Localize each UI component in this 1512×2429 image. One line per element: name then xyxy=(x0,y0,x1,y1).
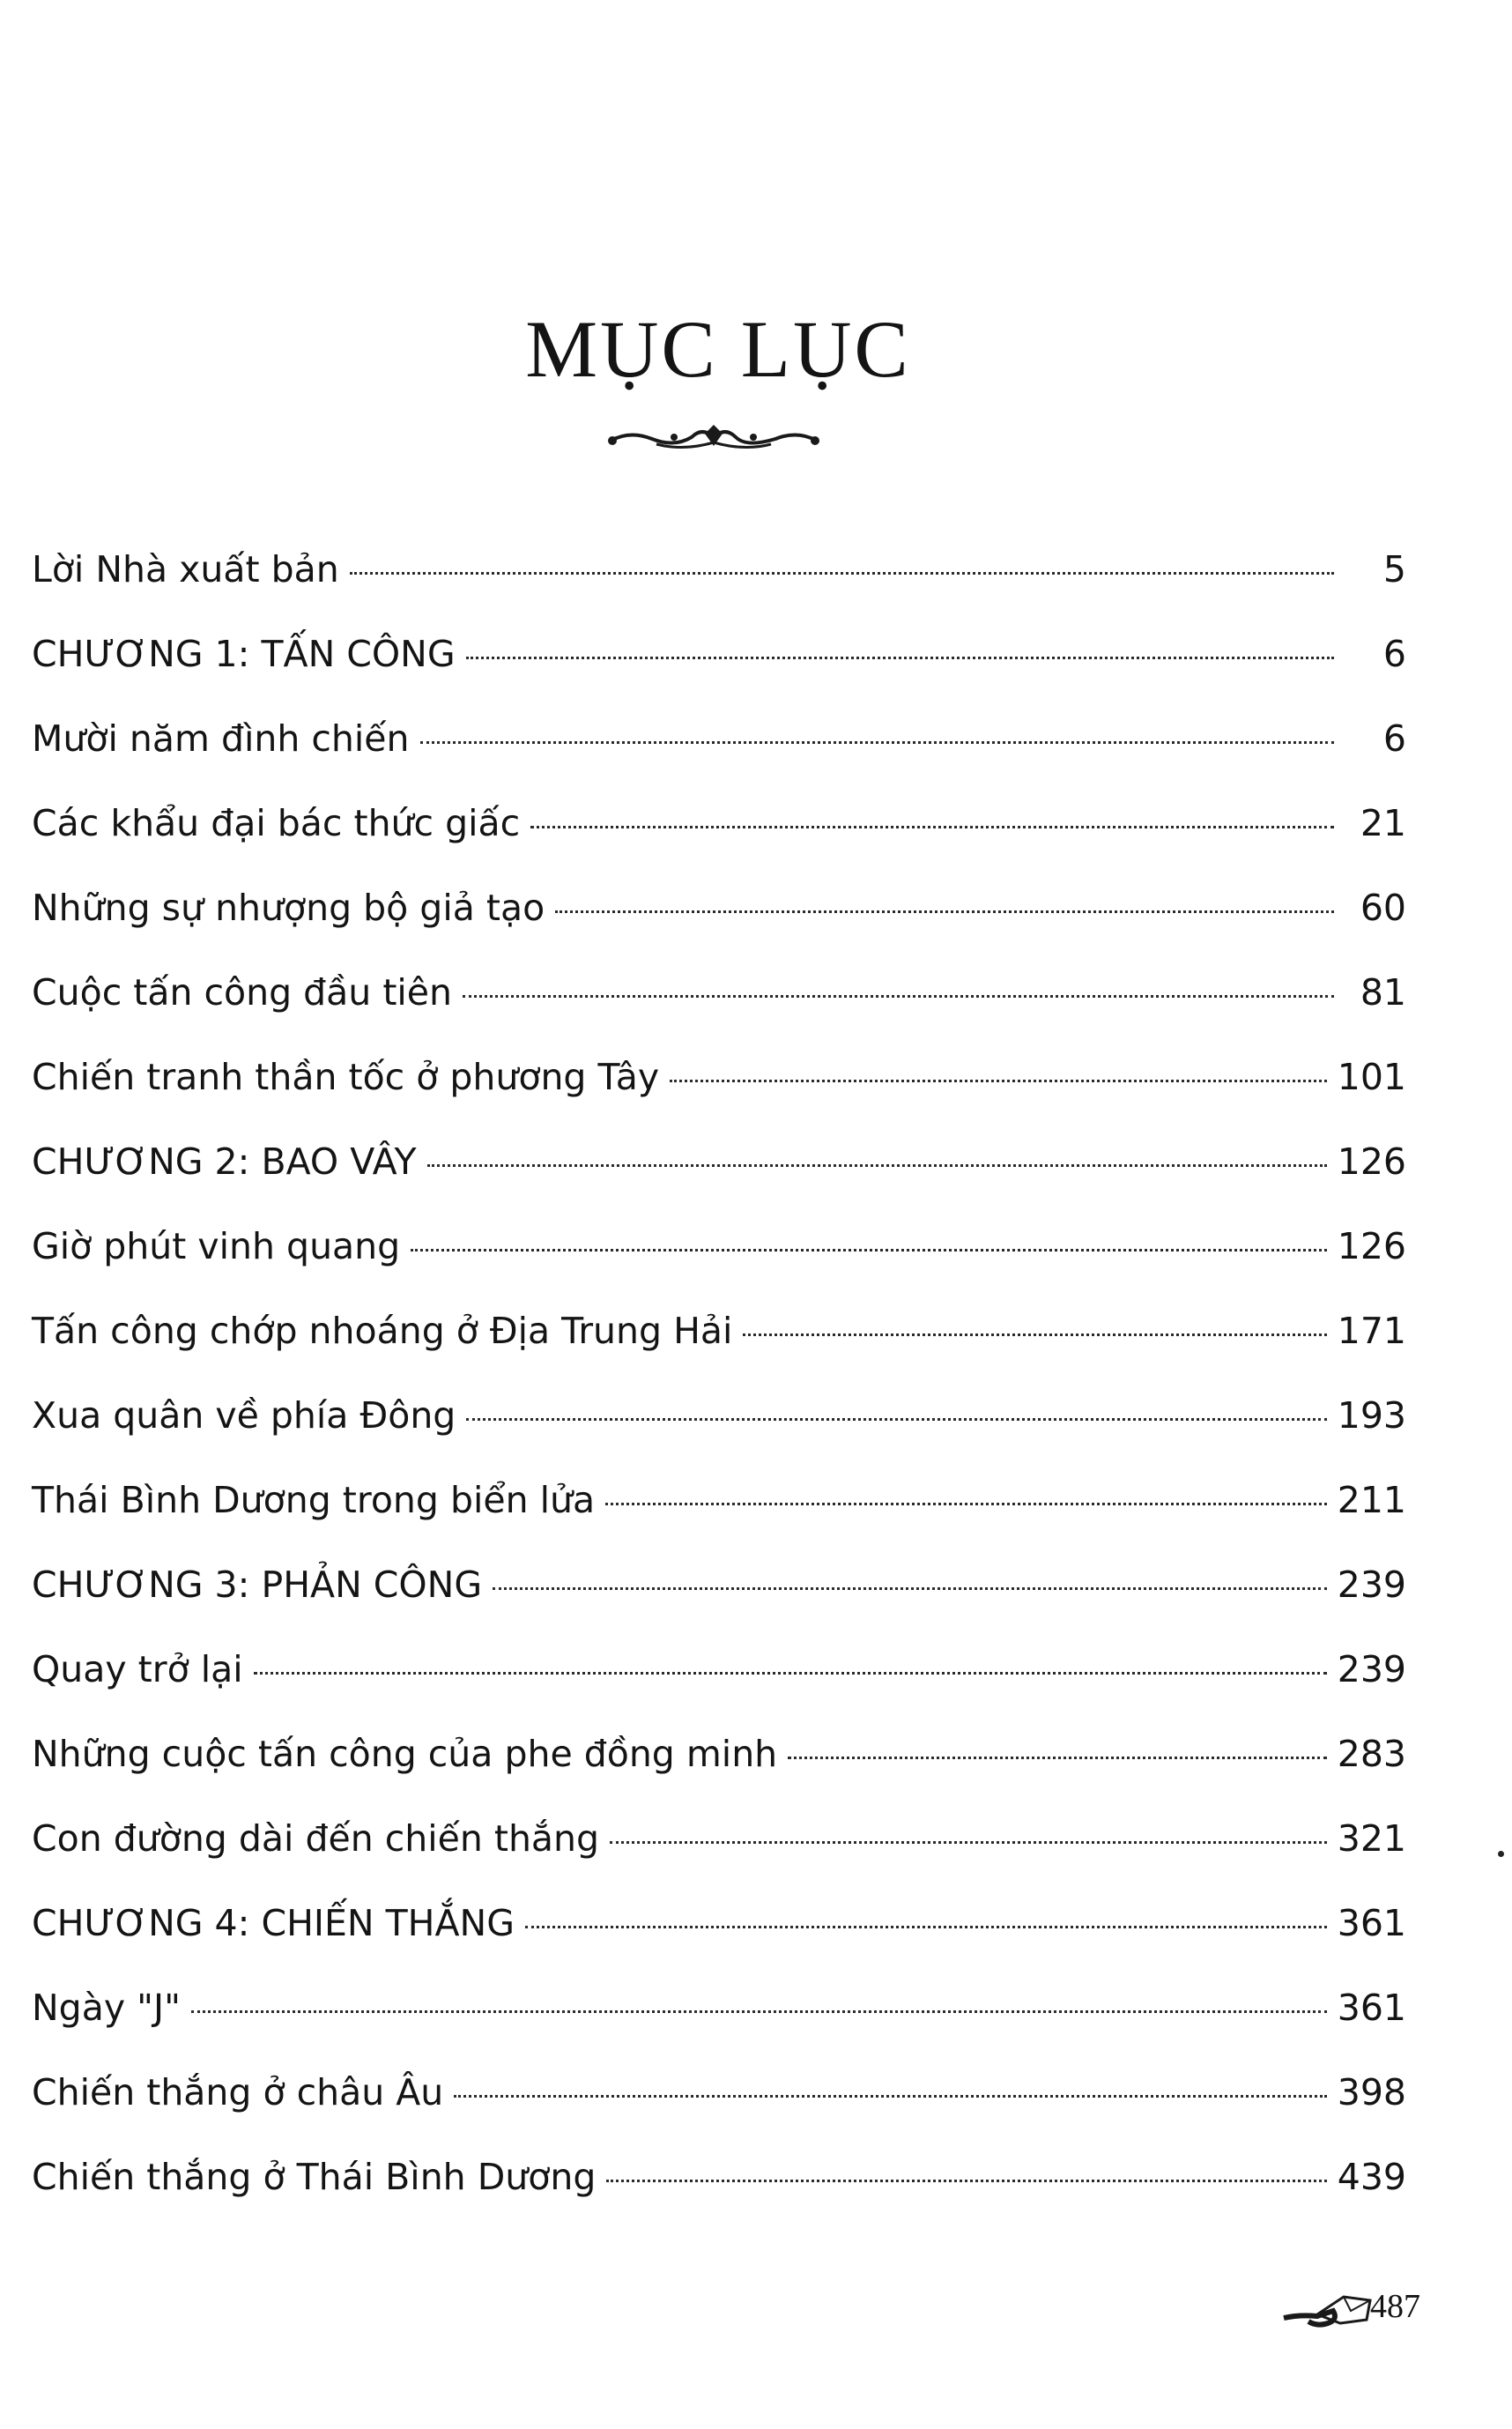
toc-entry[interactable] xyxy=(32,2071,1406,2156)
toc-entry[interactable] xyxy=(32,1564,1406,1648)
toc-entry-page: 60 xyxy=(1360,887,1406,929)
toc-entry-title: Chiến tranh thần tốc ở phương Tây xyxy=(32,1056,660,1098)
toc-entry-title: CHƯƠNG 2: BAO VÂY xyxy=(32,1140,417,1183)
dot-leader xyxy=(466,1418,1326,1421)
dot-leader xyxy=(463,995,1334,998)
toc-entry-title: Lời Nhà xuất bản xyxy=(32,548,339,591)
toc-entry-title: Chiến thắng ở châu Âu xyxy=(32,2071,444,2113)
toc-entry-title: Con đường dài đến chiến thắng xyxy=(32,1817,600,1860)
toc-entry-title: Mười năm đình chiến xyxy=(32,717,410,760)
toc-entry[interactable] xyxy=(32,1648,1406,1733)
toc-entry-page: 6 xyxy=(1382,633,1406,675)
toc-entry-page: 193 xyxy=(1337,1394,1406,1437)
toc-entry[interactable] xyxy=(32,1902,1406,1987)
toc-entry-page: 81 xyxy=(1360,971,1406,1014)
toc-entry-page: 211 xyxy=(1337,1479,1406,1521)
page-number-flourish-icon xyxy=(1282,2288,1379,2332)
dot-leader xyxy=(254,1672,1327,1675)
dot-leader xyxy=(530,826,1334,828)
dot-leader xyxy=(454,2095,1326,2098)
toc-entry-title: CHƯƠNG 3: PHẢN CÔNG xyxy=(32,1564,483,1606)
toc-entry[interactable] xyxy=(32,1140,1406,1225)
toc-entry-title: Tấn công chớp nhoáng ở Địa Trung Hải xyxy=(32,1310,733,1352)
toc-entry[interactable] xyxy=(32,1479,1406,1564)
dot-leader xyxy=(610,1841,1327,1844)
toc-entry-page: 21 xyxy=(1360,802,1406,844)
toc-entry[interactable] xyxy=(32,717,1406,802)
toc-entry-page: 6 xyxy=(1382,717,1406,760)
toc-entry-page: 361 xyxy=(1337,1987,1406,2029)
page-footer xyxy=(1282,2283,1441,2336)
toc-entry[interactable] xyxy=(32,2156,1406,2240)
dot-leader xyxy=(555,910,1334,913)
toc-entry[interactable] xyxy=(32,633,1406,717)
toc-entry[interactable] xyxy=(32,1394,1406,1479)
scan-speck xyxy=(1498,1851,1504,1857)
toc-entry-page: 321 xyxy=(1337,1817,1406,1860)
toc-entry[interactable] xyxy=(32,1056,1406,1140)
dot-leader xyxy=(466,657,1334,659)
dot-leader xyxy=(605,1503,1327,1505)
toc-entry[interactable] xyxy=(32,1225,1406,1310)
table-of-contents xyxy=(32,548,1406,2240)
toc-entry[interactable] xyxy=(32,1987,1406,2071)
toc-entry-title: Thái Bình Dương trong biển lửa xyxy=(32,1479,596,1521)
toc-entry-page: 283 xyxy=(1337,1733,1406,1775)
page-number: 487 xyxy=(1370,2288,1420,2325)
toc-entry-title: CHƯƠNG 4: CHIẾN THẮNG xyxy=(32,1902,515,1944)
dot-leader xyxy=(411,1249,1327,1252)
dot-leader xyxy=(420,741,1335,744)
toc-entry-title: Chiến thắng ở Thái Bình Dương xyxy=(32,2156,597,2198)
dot-leader xyxy=(493,1587,1327,1590)
toc-entry-title: CHƯƠNG 1: TẤN CÔNG xyxy=(32,633,456,675)
toc-entry-title: Ngày "J" xyxy=(32,1987,181,2029)
toc-entry[interactable] xyxy=(32,802,1406,887)
toc-entry-page: 126 xyxy=(1337,1140,1406,1183)
toc-entry[interactable] xyxy=(32,1733,1406,1817)
dot-leader xyxy=(525,1926,1327,1928)
toc-entry-page: 439 xyxy=(1337,2156,1406,2198)
toc-entry[interactable] xyxy=(32,1310,1406,1394)
toc-entry-page: 5 xyxy=(1382,548,1406,591)
toc-entry[interactable] xyxy=(32,1817,1406,1902)
dot-leader xyxy=(788,1757,1327,1759)
toc-entry-page: 126 xyxy=(1337,1225,1406,1267)
dot-leader xyxy=(350,572,1334,575)
toc-entry-page: 239 xyxy=(1337,1648,1406,1690)
toc-entry-title: Quay trở lại xyxy=(32,1648,243,1690)
toc-entry-page: 101 xyxy=(1337,1056,1406,1098)
dot-leader xyxy=(606,2180,1326,2182)
toc-entry-title: Những sự nhượng bộ giả tạo xyxy=(32,887,545,929)
toc-entry[interactable] xyxy=(32,887,1406,971)
toc-entry-page: 361 xyxy=(1337,1902,1406,1944)
toc-entry-page: 398 xyxy=(1337,2071,1406,2113)
toc-entry-page: 239 xyxy=(1337,1564,1406,1606)
toc-entry-title: Xua quân về phía Đông xyxy=(32,1394,456,1437)
toc-entry-title: Những cuộc tấn công của phe đồng minh xyxy=(32,1733,778,1775)
toc-entry-title: Giờ phút vinh quang xyxy=(32,1225,401,1267)
toc-entry[interactable] xyxy=(32,548,1406,633)
title-flourish-ornament xyxy=(604,421,824,457)
toc-entry-title: Các khẩu đại bác thức giấc xyxy=(32,802,521,844)
dot-leader xyxy=(670,1080,1327,1082)
dot-leader xyxy=(427,1164,1327,1167)
dot-leader xyxy=(191,2010,1327,2013)
toc-entry-title: Cuộc tấn công đầu tiên xyxy=(32,971,453,1014)
page-title: MỤC LỤC xyxy=(525,304,911,394)
dot-leader xyxy=(743,1333,1326,1336)
toc-entry[interactable] xyxy=(32,971,1406,1056)
toc-entry-page: 171 xyxy=(1337,1310,1406,1352)
